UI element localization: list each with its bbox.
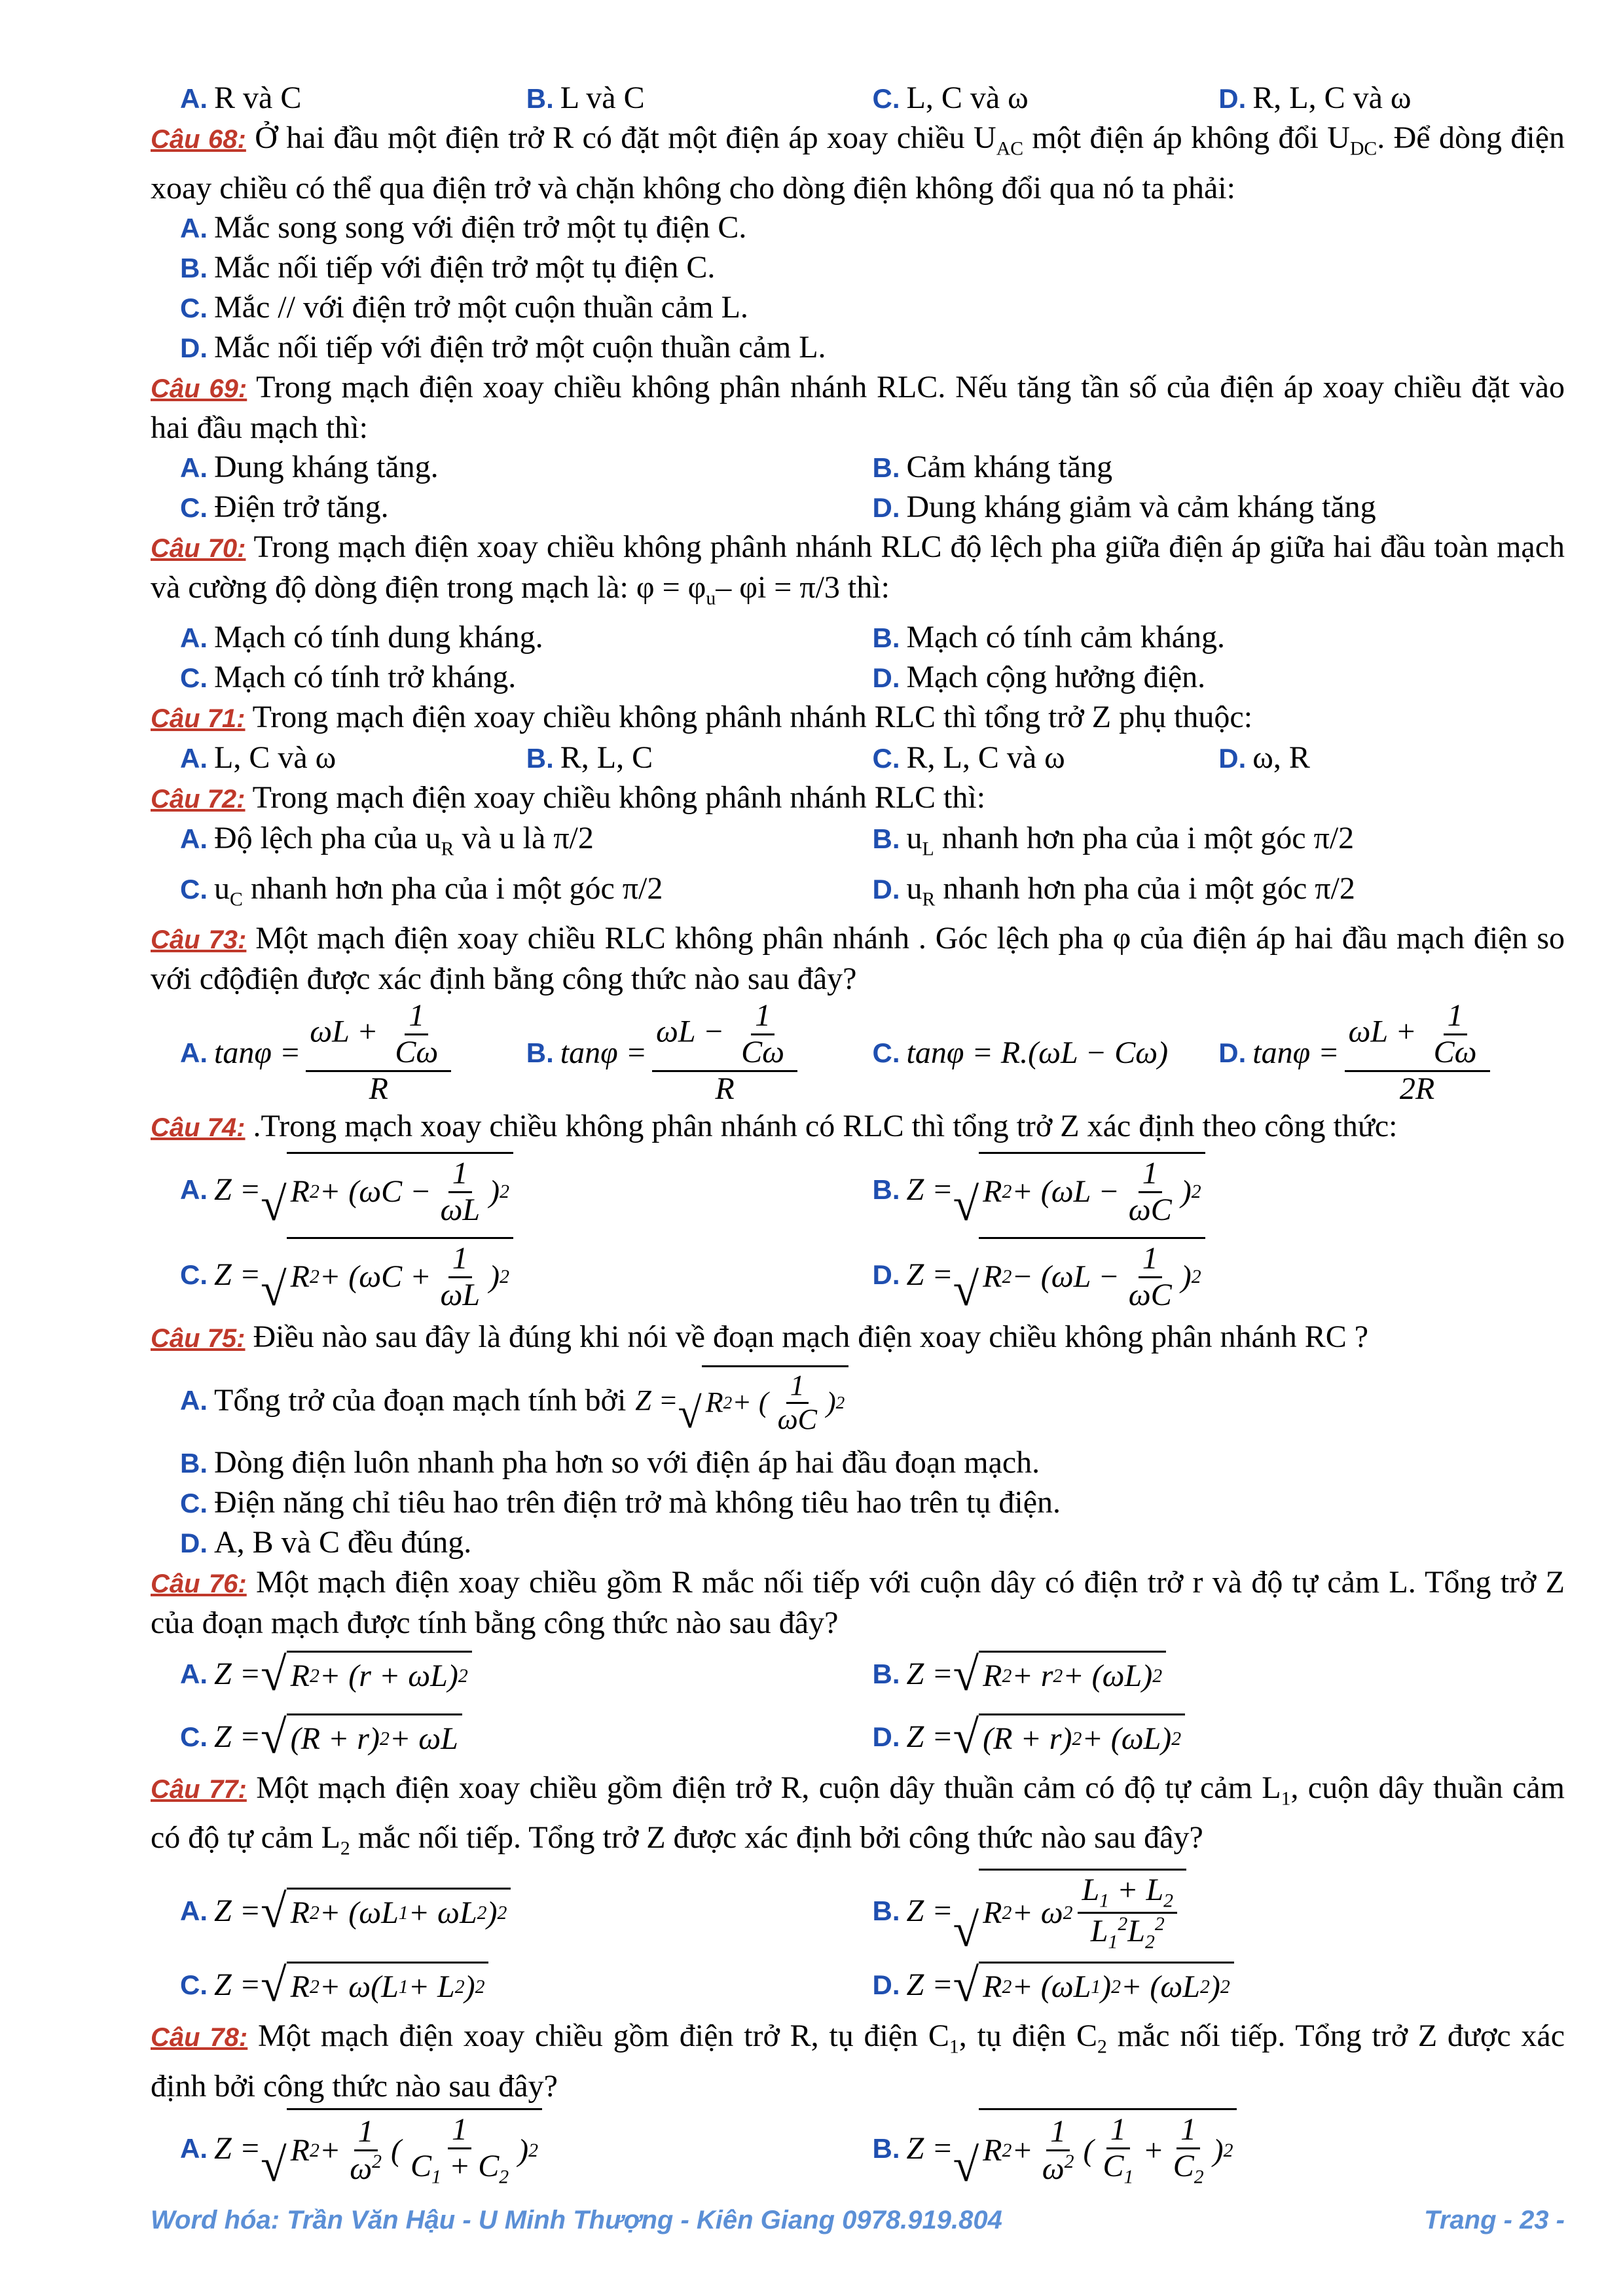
q77-option-d[interactable]: D. Z = √ R 2 + (ωL 1 ) 2 + (ωL 2 ) 2 xyxy=(873,1954,1565,2017)
q75-option-b[interactable]: B. Dòng điện luôn nhanh pha hơn so với điện áp hai đầu đoạn mạch. xyxy=(180,1444,1040,1480)
formula: tanφ = xyxy=(214,1035,301,1070)
formula: Z = xyxy=(906,2130,953,2166)
q74-option-d[interactable]: D. Z = √ R 2 − (ωL − $\frac{1}{\omega C}$ ) 2 xyxy=(873,1232,1565,1318)
q74-option-b[interactable]: B. Z = √ R 2 + (ωL − $\frac{1}{\omega C}$ ) 2 xyxy=(873,1147,1565,1232)
q75-option-c[interactable]: C. Điện năng chỉ tiêu hao trên điện trở mà không tiêu hao trên tụ điện. xyxy=(180,1484,1061,1520)
footer-page-number: Trang - 23 - xyxy=(1424,2206,1565,2234)
question-69-text: Câu 69: Trong mạch điện xoay chiều không phân nhánh RLC. Nếu tăng tần số của điện áp xoay chiều đặt vào hai đầu mạch thì: xyxy=(151,369,1565,445)
q76-option-c[interactable]: C. Z = √ (R + r) 2 + ωL xyxy=(180,1706,873,1768)
question-68 xyxy=(151,118,1565,368)
formula: Z = xyxy=(214,1257,261,1292)
q78-option-b[interactable]: B. Z = √ R 2 + $\frac{1}{\omega^2}$ ( $\frac{1}{C_1}$ + $\frac{1}{C_2}$ ) 2 xyxy=(873,2106,1565,2191)
q76-option-a[interactable]: A. Z = √ R 2 + (r + ωL) 2 xyxy=(180,1643,873,1706)
q70-option-d[interactable]: D. Mạch cộng hưởng điện. xyxy=(872,660,1206,695)
question-76 xyxy=(151,1563,1565,1768)
q70-option-b[interactable]: B. Mạch có tính cảm kháng. xyxy=(872,620,1226,655)
q67-option-a[interactable]: A. R và C xyxy=(180,81,302,115)
q73-option-a[interactable]: A. tanφ = ωL + $\frac{1}{C\omega}$ R xyxy=(180,999,526,1106)
q78-option-a[interactable]: A. Z = √ R 2 + $\frac{1}{\omega^2}$ ( $\frac{1}{C_1 + C_2}$ ) 2 xyxy=(180,2106,873,2191)
formula: tanφ = xyxy=(1252,1035,1340,1070)
question-76-text: Câu 76: Một mạch điện xoay chiều gồm R mắc nối tiếp với cuộn dây có điện trở r và độ tự cảm L. Tổng trở Z của đoạn mạch được tính bằng công thức nào sau đây? xyxy=(151,1564,1565,1640)
question-69 xyxy=(151,368,1565,528)
q71-option-b[interactable]: B. R, L, C xyxy=(526,740,653,776)
q69-option-a[interactable]: A. Dung kháng tăng. xyxy=(180,449,439,484)
question-74 xyxy=(151,1107,1565,1318)
q68-option-b[interactable]: B. Mắc nối tiếp với điện trở một tụ điện C. xyxy=(180,249,716,285)
q77-option-c[interactable]: C. Z = √ R 2 + ω(L 1 + L 2 ) 2 xyxy=(180,1954,873,2017)
q76-option-b[interactable]: B. Z = √ R 2 + r 2 + (ωL) 2 xyxy=(873,1643,1565,1706)
footer-author: Word hóa: Trần Văn Hậu - U Minh Thượng - Kiên Giang 0978.919.804 xyxy=(151,2206,1002,2234)
q77-option-a[interactable]: A. Z = √ R 2 + (ωL 1 + ωL 2 ) 2 xyxy=(180,1869,873,1954)
q69-option-b[interactable]: B. Cảm kháng tăng xyxy=(872,449,1113,484)
q68-option-c[interactable]: C. Mắc // với điện trở một cuộn thuần cảm L. xyxy=(180,289,748,325)
question-71 xyxy=(151,698,1565,778)
q67-option-c[interactable]: C. L, C và ω xyxy=(872,81,1029,115)
q72-option-a[interactable]: A. Độ lệch pha của $u_R$ và u là π/2 xyxy=(180,821,594,860)
formula: Z = xyxy=(214,1893,261,1928)
document-page xyxy=(151,79,1565,2191)
q76-option-d[interactable]: D. Z = √ (R + r) 2 + (ωL) 2 xyxy=(873,1706,1565,1768)
formula: Z = xyxy=(214,1656,261,1691)
q73-option-c[interactable]: C. tanφ = R.(ωL − Cω) xyxy=(872,1035,1169,1070)
q72-option-d[interactable]: D. $u_R$ nhanh hơn pha của i một góc π/2 xyxy=(872,870,1355,910)
q67-option-d[interactable]: D. R, L, C và ω xyxy=(1218,81,1412,115)
q67-option-b[interactable]: B. L và C xyxy=(526,81,645,115)
q70-option-c[interactable]: C. Mạch có tính trở kháng. xyxy=(180,660,517,695)
q70-option-a[interactable]: A. Mạch có tính dung kháng. xyxy=(180,620,543,655)
question-73-text: Câu 73: Một mạch điện xoay chiều RLC không phân nhánh . Góc lệch pha φ của điện áp hai đầu mạch điện so với cđộđiện được xác định bằng công thức nào sau đây? xyxy=(151,921,1565,997)
formula: tanφ = xyxy=(560,1035,647,1070)
question-72-text: Câu 72: Trong mạch điện xoay chiều không phânh nhánh RLC thì: xyxy=(151,780,986,816)
question-71-text: Câu 71: Trong mạch điện xoay chiều không phânh nhánh RLC thì tổng trở Z phụ thuộc: xyxy=(151,700,1253,735)
question-75-text: Câu 75: Điều nào sau đây là đúng khi nói về đoạn mạch điện xoay chiều không phân nhánh RC ? xyxy=(151,1319,1369,1354)
q75-option-d[interactable]: D. A, B và C đều đúng. xyxy=(180,1524,472,1560)
question-78-text: Câu 78: Một mạch điện xoay chiều gồm điện trở R, tụ điện $C_1$, tụ điện $C_2$ mắc nối tiếp. Tổng trở Z được xác định bởi công thức nào sau đây? xyxy=(151,2018,1565,2104)
formula: Z = xyxy=(214,1967,261,2002)
question-74-text: Câu 74: .Trong mạch xoay chiều không phân nhánh có RLC thì tổng trở Z xác định theo công thức: xyxy=(151,1108,1398,1143)
page-footer xyxy=(151,2206,1565,2235)
q71-option-a[interactable]: A. L, C và ω xyxy=(180,740,337,776)
question-72 xyxy=(151,778,1565,919)
q75-option-a[interactable]: A. Tổng trở của đoạn mạch tính bởi Z = √ R 2 + ( $\frac{1}{\omega C}$ ) 2 xyxy=(180,1358,1565,1443)
formula: Z = xyxy=(214,2130,261,2166)
q72-option-c[interactable]: C. $u_C$ nhanh hơn pha của i một góc π/2 xyxy=(180,870,663,910)
q71-option-d[interactable]: D. ω, R xyxy=(1218,740,1310,776)
formula: Z = xyxy=(906,1656,953,1691)
q67-options xyxy=(151,79,1565,118)
question-70 xyxy=(151,528,1565,698)
q68-option-d[interactable]: D. Mắc nối tiếp với điện trở một cuộn thuần cảm L. xyxy=(180,329,826,365)
formula: Z = xyxy=(214,1172,261,1207)
formula: Z = xyxy=(906,1893,953,1928)
q68-option-a[interactable]: A. Mắc song song với điện trở một tụ điện C. xyxy=(180,209,747,245)
question-77 xyxy=(151,1768,1565,2017)
q69-option-d[interactable]: D. Dung kháng giảm và cảm kháng tăng xyxy=(872,489,1376,524)
q73-option-b[interactable]: B. tanφ = ωL − $\frac{1}{C\omega}$ R xyxy=(526,999,873,1106)
q73-option-d[interactable]: D. tanφ = ωL + $\frac{1}{C\omega}$ 2R xyxy=(1218,999,1565,1106)
q69-option-c[interactable]: C. Điện trở tăng. xyxy=(180,489,389,524)
q74-option-a[interactable]: A. Z = √ R 2 + (ωC − $\frac{1}{\omega L}$ ) 2 xyxy=(180,1147,873,1232)
formula: Z = xyxy=(635,1384,678,1416)
question-77-text: Câu 77: Một mạch điện xoay chiều gồm điện trở R, cuộn dây thuần cảm có độ tự cảm $L_1$, cuộn dây thuần cảm có độ tự cảm $L_2$ mắc nối tiếp. Tổng trở Z được xác định bởi công thức nào sau đây? xyxy=(151,1770,1565,1859)
q71-option-c[interactable]: C. R, L, C và ω xyxy=(872,740,1065,776)
formula: Z = xyxy=(906,1967,953,2002)
formula: Z = xyxy=(906,1257,953,1292)
question-68-text: Câu 68: Ở hai đầu một điện trở R có đặt một điện áp xoay chiều $U_{AC}$ một điện áp không đổi $U_{DC}$. Để dòng điện xoay chiều có thể qua điện trở và chặn không cho dòng điện không đổi qua nó ta phải: xyxy=(151,120,1565,206)
q74-option-c[interactable]: C. Z = √ R 2 + (ωC + $\frac{1}{\omega L}$ ) 2 xyxy=(180,1232,873,1318)
question-78 xyxy=(151,2017,1565,2191)
question-75 xyxy=(151,1318,1565,1563)
formula: Z = xyxy=(906,1719,953,1754)
q72-option-b[interactable]: B. $u_L$ nhanh hơn pha của i một góc π/2 xyxy=(872,821,1355,860)
formula: Z = xyxy=(214,1719,261,1754)
question-73 xyxy=(151,919,1565,1106)
q77-option-b[interactable]: B. Z = √ R 2 + ω 2 $\frac{L_1 + L_2}{L_1^2L_2^2}$ xyxy=(873,1869,1565,1954)
question-70-text: Câu 70: Trong mạch điện xoay chiều không phânh nhánh RLC độ lệch pha giữa điện áp giữa hai đầu toàn mạch và cường độ dòng điện trong mạch là: $\varphi = \varphi_u-$ φi = π/3 thì: xyxy=(151,529,1565,609)
formula: Z = xyxy=(906,1172,953,1207)
